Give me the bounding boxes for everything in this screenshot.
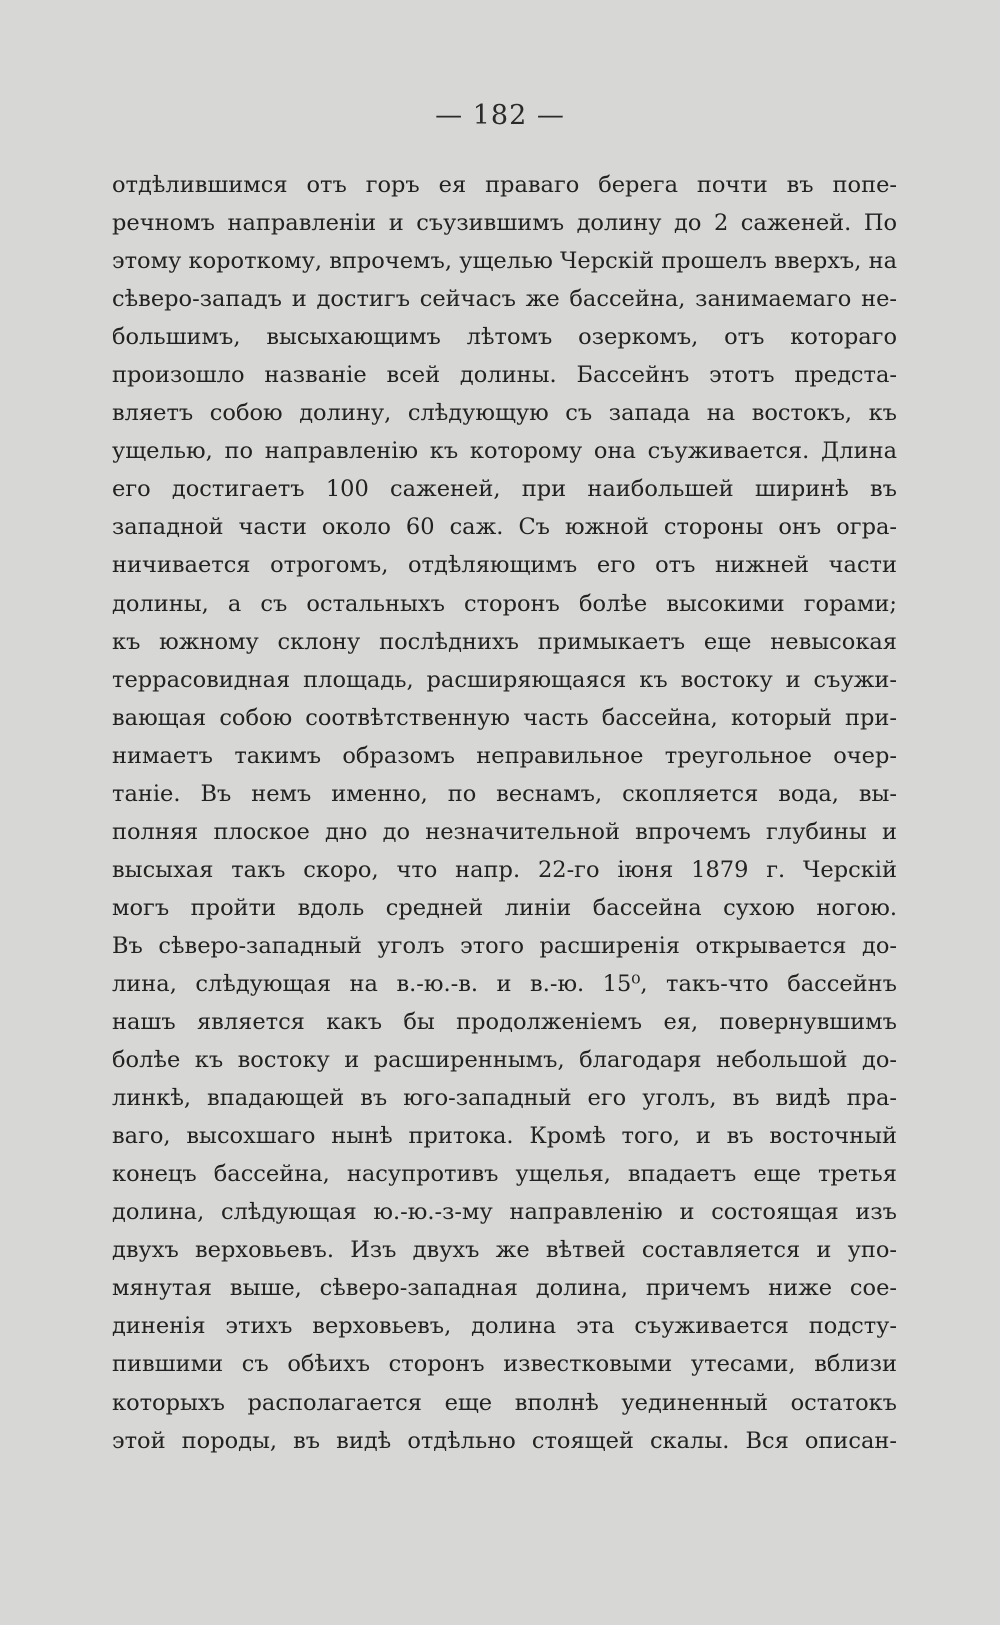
- text-line: могъ пройти вдоль средней линіи бассейна сухою ногою.: [112, 894, 897, 921]
- text-line: двухъ верховьевъ. Изъ двухъ же вѣтвей составляется и упо-: [112, 1237, 897, 1264]
- page-number: — 182 —: [435, 100, 565, 131]
- text-line: болѣе къ востоку и расширеннымъ, благодаря небольшой до-: [112, 1047, 897, 1074]
- text-line: къ южному склону послѣднихъ примыкаетъ еще невысокая: [112, 628, 897, 655]
- text-line: большимъ, высыхающимъ лѣтомъ озеркомъ, отъ котораго: [112, 324, 897, 351]
- text-line: Въ сѣверо-западный уголъ этого расширенія открывается до-: [112, 932, 897, 959]
- text-line: вающая собою соотвѣтственную часть бассейна, который при-: [112, 704, 897, 731]
- text-line: полняя плоское дно до незначительной впрочемъ глубины и: [112, 818, 897, 845]
- text-line: сѣверо-западъ и достигъ сейчасъ же бассейна, занимаемаго не-: [112, 286, 897, 313]
- text-line: долина, слѣдующая ю.-ю.-з-му направленію и состоящая изъ: [112, 1199, 897, 1226]
- text-line: долины, а съ остальныхъ сторонъ болѣе высокими горами;: [112, 590, 897, 617]
- text-line: которыхъ располагается еще вполнѣ уединенный остатокъ: [112, 1389, 897, 1416]
- text-line: нашъ является какъ бы продолженіемъ ея, повернувшимъ: [112, 1009, 897, 1036]
- text-line: произошло названіе всей долины. Бассейнъ этотъ предста-: [112, 362, 897, 389]
- text-line: нимаетъ такимъ образомъ неправильное треугольное очер-: [112, 742, 897, 769]
- text-line: высыхая такъ скоро, что напр. 22-го іюня 1879 г. Черскій: [112, 856, 897, 883]
- text-line: западной части около 60 саж. Съ южной стороны онъ огра-: [112, 514, 897, 541]
- text-line: его достигаетъ 100 саженей, при наибольшей ширинѣ въ: [112, 476, 897, 503]
- text-line: ваго, высохшаго нынѣ притока. Кромѣ того, и въ восточный: [112, 1123, 897, 1150]
- text-line: этой породы, въ видѣ отдѣльно стоящей скалы. Вся описан-: [112, 1427, 897, 1454]
- text-line: конецъ бассейна, насупротивъ ущелья, впадаетъ еще третья: [112, 1161, 897, 1188]
- text-line: вляетъ собою долину, слѣдующую съ запада на востокъ, къ: [112, 400, 897, 427]
- text-line: отдѣлившимся отъ горъ ея праваго берега почти въ попе-: [112, 172, 897, 198]
- text-line: речномъ направленіи и съузившимъ долину до 2 саженей. По: [112, 210, 897, 237]
- text-line: ничивается отрогомъ, отдѣляющимъ его отъ нижней части: [112, 552, 897, 579]
- text-line: ущелью, по направленію къ которому она съуживается. Длина: [112, 438, 897, 465]
- text-line: таніе. Въ немъ именно, по веснамъ, скопляется вода, вы-: [112, 780, 897, 807]
- text-line: этому короткому, впрочемъ, ущелью Черскій прошелъ вверхъ, на: [112, 248, 897, 275]
- text-line: диненія этихъ верховьевъ, долина эта съуживается подсту-: [112, 1313, 897, 1340]
- text-line: мянутая выше, сѣверо-западная долина, причемъ ниже сое-: [112, 1275, 897, 1302]
- text-line: лина, слѣдующая на в.-ю.-в. и в.-ю. 15⁰, такъ-что бассейнъ: [112, 970, 897, 997]
- text-line: линкѣ, впадающей въ юго-западный его уголъ, въ видѣ пра-: [112, 1085, 897, 1112]
- text-line: пившими съ обѣихъ сторонъ известковыми утесами, вблизи: [112, 1351, 897, 1378]
- body-text: [112, 166, 897, 1460]
- text-line: террасовидная площадь, расширяющаяся къ востоку и съужи-: [112, 666, 897, 693]
